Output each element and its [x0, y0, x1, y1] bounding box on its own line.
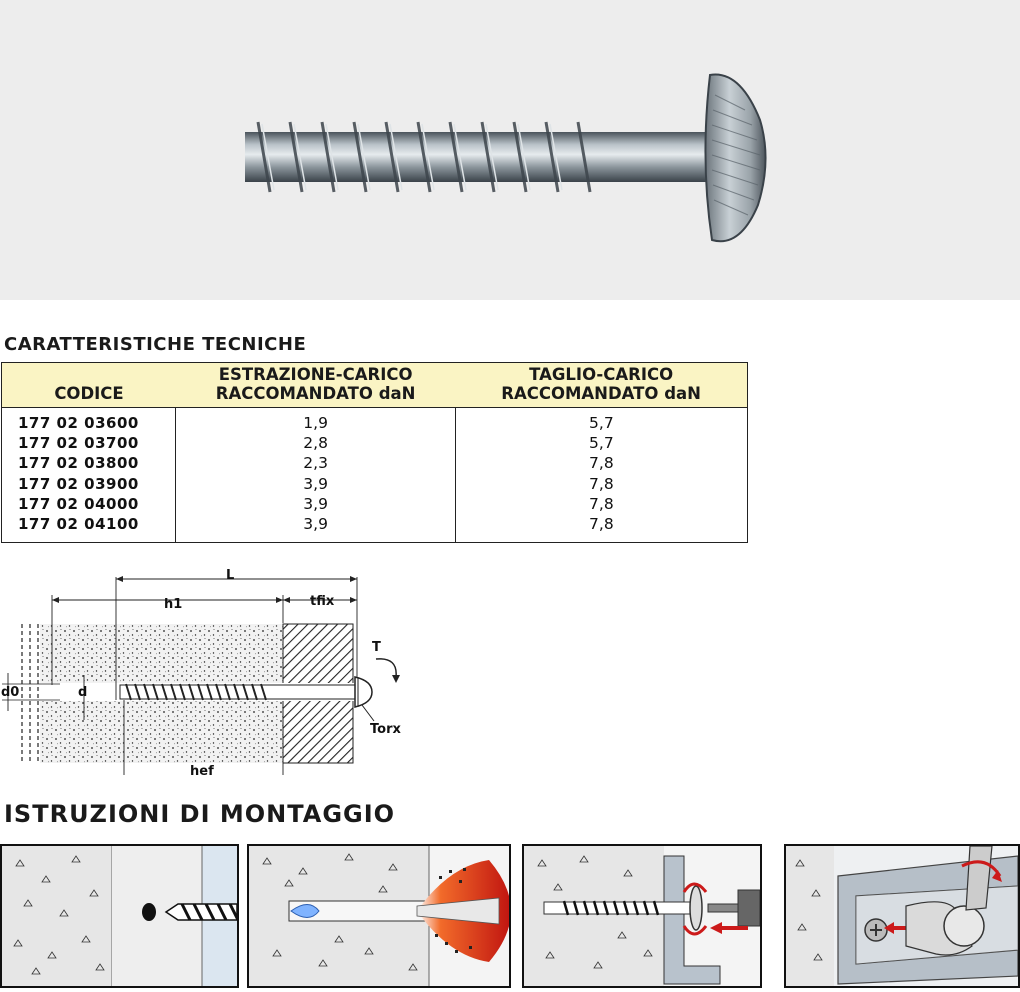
torque-arrow-icon: [376, 659, 396, 677]
label-T: T: [372, 640, 381, 655]
mount-step-4: [784, 844, 1020, 988]
cell-code: 177 02 03800: [18, 454, 139, 473]
cell-code: 177 02 04000: [18, 494, 139, 513]
mount-section-title: ISTRUZIONI DI MONTAGGIO: [4, 800, 396, 828]
table-row: [2, 433, 748, 453]
cell-shear: 7,8: [455, 453, 747, 473]
cell-shear: 7,8: [455, 474, 747, 494]
label-d: d: [78, 685, 88, 700]
product-photo: [0, 0, 1020, 300]
table-row: [2, 494, 748, 514]
mount-step-3: [522, 844, 762, 988]
label-L: L: [226, 568, 235, 583]
mount-step-1: [0, 844, 239, 988]
cell-extraction: 2,8: [176, 433, 455, 453]
table-row: [2, 474, 748, 494]
installation-diagram: [0, 565, 420, 775]
cell-shear: 5,7: [455, 433, 747, 453]
label-torx: Torx: [370, 722, 401, 737]
blow-out-icon: [249, 846, 509, 986]
cell-code: 177 02 03600: [18, 414, 139, 432]
mount-step-2: [247, 844, 511, 988]
label-h1: h1: [164, 597, 183, 612]
cell-extraction: 1,9: [176, 408, 455, 434]
header-code: CODICE: [2, 363, 176, 408]
label-tfix: tfix: [310, 594, 335, 609]
cell-extraction: 2,3: [176, 453, 455, 473]
header-shear: [455, 363, 747, 408]
label-hef: hef: [190, 764, 214, 775]
cell-shear: 7,8: [455, 494, 747, 514]
table-row: [2, 453, 748, 473]
label-d0: d0: [1, 685, 20, 700]
cell-code: 177 02 03900: [18, 474, 139, 493]
spec-section-title: CARATTERISTICHE TECNICHE: [4, 334, 307, 355]
screw-image: [0, 0, 1020, 300]
header-shear-line1: TAGLIO-CARICO: [529, 365, 674, 384]
table-header-row: [2, 363, 748, 408]
cell-extraction: 3,9: [176, 514, 455, 543]
drill-bit-icon: [2, 846, 237, 986]
cell-extraction: 3,9: [176, 494, 455, 514]
header-extraction: [176, 363, 455, 408]
tighten-torx-icon: [786, 846, 1018, 986]
cell-extraction: 3,9: [176, 474, 455, 494]
cell-code: 177 02 04100: [18, 515, 139, 534]
cell-shear: 5,7: [455, 408, 747, 434]
header-extraction-line1: ESTRAZIONE-CARICO: [218, 365, 413, 384]
spec-table: [1, 362, 748, 543]
screw-in-icon: [524, 846, 760, 986]
cell-shear: 7,8: [455, 514, 747, 543]
header-extraction-line2: RACCOMANDATO daN: [215, 384, 416, 403]
table-row: [2, 514, 748, 543]
header-shear-line2: RACCOMANDATO daN: [501, 384, 701, 403]
cell-code: 177 02 03700: [18, 434, 139, 453]
table-row: [2, 408, 748, 434]
